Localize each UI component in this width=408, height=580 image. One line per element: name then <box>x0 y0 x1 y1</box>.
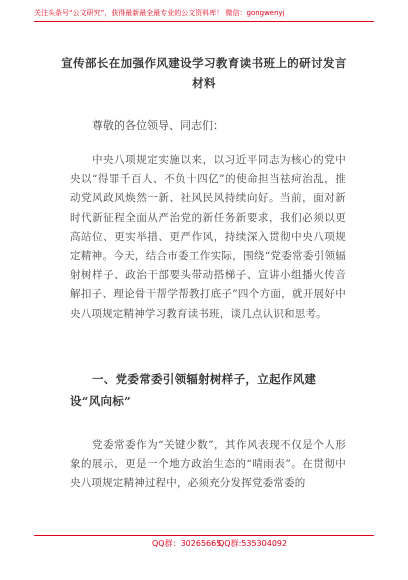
header-banner: 关注头条号“公文研究”，获得最新最全最专业的公文资料库！ 微信：gongwenyj <box>34 9 285 17</box>
footer <box>0 537 408 551</box>
paragraph-section-1: 党委常委作为“关键少数”，其作风表现不仅是个人形象的展示，更是一个地方政治生态的“晴雨表”。在贯彻中央八项规定精神过程中，必须充分发挥党委常委的 <box>70 439 346 490</box>
paragraph-intro: 中央八项规定实施以来，以习近平同志为核心的党中央以“得罪千百人、不负十四亿”的使命担当祛疴治乱，推动党风政风焕然一新、社风民风持续向好。当前，面对新时代新征程全面从严治党的新任务新要求，我们必须以更高站位、更实举措、更严作风，持续深入贯彻中央八项规定精神。今天，结合市委工作实际，围绕“党委常委引领辐射树样子、政治干部要头带动搭梯子、宣讲小组播火传音解扣子、理论骨干帮学帮教打底子”四个方面，就开展好中央八项规定精神学习教育读书班，谈几点认识和思考。 <box>70 154 346 320</box>
document-title: 宣传部长在加强作风建设学习教育读书班上的研讨发言材料 <box>61 56 347 90</box>
footer-qq-group-1: QQ群：30265665 <box>152 539 222 548</box>
section-heading-1: 一、党委常委引领辐射树样子，立起作风建设“风向标” <box>70 372 317 408</box>
footer-qq-group-2: QQ群:535304092 <box>218 539 288 548</box>
footer-divider <box>34 535 374 536</box>
header-divider <box>34 21 374 22</box>
salutation: 尊敬的各位领导、同志们： <box>92 119 224 132</box>
